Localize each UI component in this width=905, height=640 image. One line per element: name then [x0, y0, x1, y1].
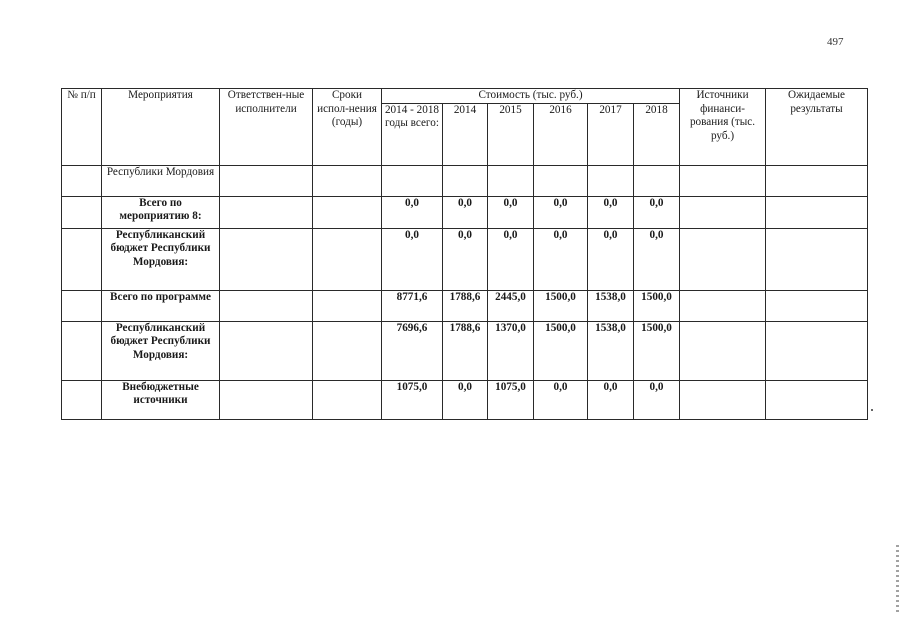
cost-value: 1500,0: [534, 321, 588, 380]
cost-value: 1788,6: [443, 290, 488, 321]
responsible-cell: [220, 196, 313, 228]
cost-value: 7696,6: [382, 321, 443, 380]
sources-cell: [680, 321, 766, 380]
cost-value: [443, 165, 488, 196]
col-header-no: № п/п: [62, 89, 102, 166]
terms-cell: [313, 196, 382, 228]
table-row: [62, 165, 868, 196]
cost-value: 0,0: [443, 196, 488, 228]
page-number: 497: [827, 36, 844, 48]
row-label: Республиканский бюджет Республики Мордовия:: [102, 321, 220, 380]
col-header-2015: 2015: [488, 103, 534, 165]
cost-value: 1788,6: [443, 321, 488, 380]
table-row: [62, 380, 868, 419]
cost-value: 2445,0: [488, 290, 534, 321]
col-header-cost-total: 2014 - 2018 годы всего:: [382, 103, 443, 165]
cost-value: 0,0: [588, 196, 634, 228]
table-row: [62, 321, 868, 380]
cost-value: 1538,0: [588, 290, 634, 321]
responsible-cell: [220, 165, 313, 196]
cost-value: 0,0: [488, 228, 534, 290]
row-number-cell: [62, 228, 102, 290]
cost-value: 0,0: [534, 196, 588, 228]
table-row: [62, 196, 868, 228]
row-label: Республики Мордовия: [102, 165, 220, 196]
col-header-2017: 2017: [588, 103, 634, 165]
cost-value: 0,0: [634, 380, 680, 419]
row-number-cell: [62, 380, 102, 419]
row-number-cell: [62, 290, 102, 321]
table-row: [62, 228, 868, 290]
cost-value: [382, 165, 443, 196]
cost-value: 1500,0: [534, 290, 588, 321]
program-budget-table: [61, 88, 868, 420]
col-header-terms: Сроки испол-нения (годы): [313, 89, 382, 166]
col-header-event: Мероприятия: [102, 89, 220, 166]
cost-value: 0,0: [443, 380, 488, 419]
terms-cell: [313, 380, 382, 419]
cost-value: 0,0: [588, 380, 634, 419]
col-header-2014: 2014: [443, 103, 488, 165]
sources-cell: [680, 196, 766, 228]
responsible-cell: [220, 290, 313, 321]
cost-value: 1075,0: [382, 380, 443, 419]
row-number-cell: [62, 165, 102, 196]
sources-cell: [680, 380, 766, 419]
results-cell: [766, 196, 868, 228]
cost-value: [588, 165, 634, 196]
terms-cell: [313, 290, 382, 321]
cost-value: [488, 165, 534, 196]
row-label: Всего по программе: [102, 290, 220, 321]
results-cell: [766, 165, 868, 196]
results-cell: [766, 290, 868, 321]
row-label: Республиканский бюджет Республики Мордовия:: [102, 228, 220, 290]
terms-cell: [313, 321, 382, 380]
terms-cell: [313, 165, 382, 196]
results-cell: [766, 380, 868, 419]
cost-value: 0,0: [534, 380, 588, 419]
sources-cell: [680, 228, 766, 290]
cost-value: 0,0: [534, 228, 588, 290]
cost-value: 0,0: [443, 228, 488, 290]
cost-value: 0,0: [488, 196, 534, 228]
row-label: Всего по мероприятию 8:: [102, 196, 220, 228]
col-header-sources: Источники финанси-рования (тыс. руб.): [680, 89, 766, 166]
scan-speck: [871, 409, 873, 411]
col-header-2018: 2018: [634, 103, 680, 165]
header-row: [62, 89, 868, 104]
responsible-cell: [220, 228, 313, 290]
scan-edge-mark: [896, 545, 899, 615]
col-header-2016: 2016: [534, 103, 588, 165]
terms-cell: [313, 228, 382, 290]
col-header-responsible: Ответствен-ные исполнители: [220, 89, 313, 166]
responsible-cell: [220, 321, 313, 380]
table-row: [62, 290, 868, 321]
sources-cell: [680, 290, 766, 321]
sources-cell: [680, 165, 766, 196]
row-number-cell: [62, 196, 102, 228]
responsible-cell: [220, 380, 313, 419]
row-number-cell: [62, 321, 102, 380]
cost-value: 0,0: [634, 228, 680, 290]
cost-value: 0,0: [382, 196, 443, 228]
cost-value: 8771,6: [382, 290, 443, 321]
cost-value: [534, 165, 588, 196]
row-label: Внебюджетные источники: [102, 380, 220, 419]
col-header-results: Ожидаемые результаты: [766, 89, 868, 166]
cost-value: 1075,0: [488, 380, 534, 419]
cost-value: 1500,0: [634, 290, 680, 321]
cost-value: 1500,0: [634, 321, 680, 380]
results-cell: [766, 228, 868, 290]
cost-value: 0,0: [634, 196, 680, 228]
cost-value: 0,0: [588, 228, 634, 290]
results-cell: [766, 321, 868, 380]
cost-value: [634, 165, 680, 196]
cost-value: 1370,0: [488, 321, 534, 380]
cost-value: 0,0: [382, 228, 443, 290]
cost-value: 1538,0: [588, 321, 634, 380]
col-header-cost: Стоимость (тыс. руб.): [382, 89, 680, 104]
